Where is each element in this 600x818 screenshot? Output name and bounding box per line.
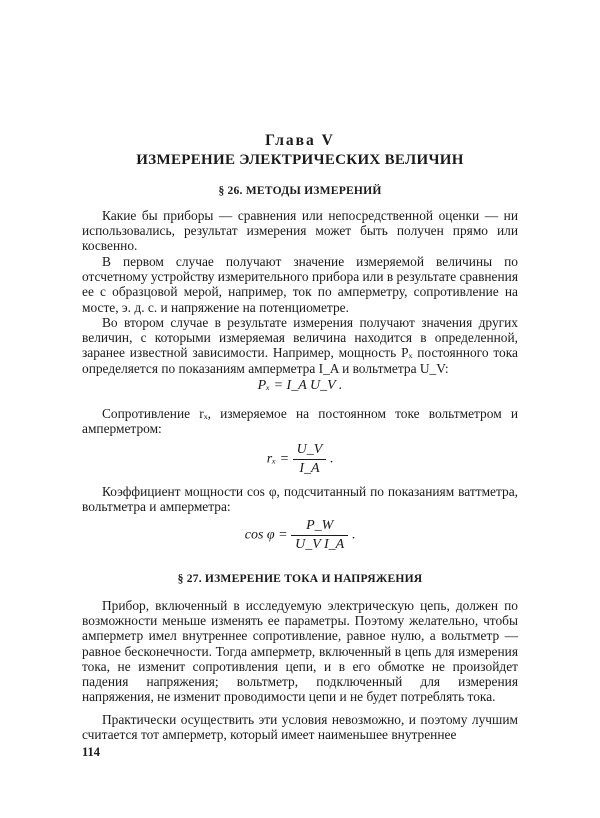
formula-resistance-fraction [293, 442, 327, 477]
section-27-heading: § 27. ИЗМЕРЕНИЕ ТОКА И НАПРЯЖЕНИЯ [177, 572, 423, 585]
section-26-paragraph-3: Во втором случае в результате измерения получают значения других величин, с которыми измеряемая величина находится в определенной, заранее известной зависимости. Например, мощность Pₓ постоянного тока определяется по показаниям амперметра I_A и вольтметра U_V: [82, 315, 518, 376]
fraction-bar [293, 459, 327, 460]
formula-cos-phi-tail: . [351, 527, 356, 543]
formula-resistance-tail: . [329, 451, 334, 467]
section-26-paragraph-1: Какие бы приборы — сравнения или непосредственной оценки — ни использовались, результат измерения может быть получен прямо или косвенно. [82, 208, 518, 254]
formula-resistance-lhs: rₓ = [266, 451, 290, 467]
formula-power: Pₓ = I_A U_V . [257, 378, 343, 393]
formula-cos-phi-numerator: P_W [306, 518, 334, 533]
formula-cos-phi-fraction [291, 518, 348, 553]
section-26-paragraph-5: Коэффициент мощности cos φ, подсчитанный по показаниям ваттметра, вольтметра и амперметра: [82, 484, 518, 515]
formula-cos-phi-lhs: cos φ = [244, 527, 288, 543]
formula-resistance-numerator: U_V [296, 442, 323, 457]
formula-cos-phi-denominator: U_V I_A [295, 537, 345, 552]
section-26-paragraph-4: Сопротивление rₓ, измеряемое на постоянном токе вольтметром и амперметром: [82, 406, 518, 437]
section-26-paragraph-2: В первом случае получают значение измеряемой величины по отсчетному устройству измерительного прибора или в результате сравнения ее с образцовой мерой, например, ток по амперметру, сопротивление на мосте, э. д. с. и напряжение на потенциометре. [82, 254, 518, 315]
section-27-paragraph-2: Практически осуществить эти условия невозможно, и поэтому лучшим считается тот амперметр, который имеет наименьшее внутреннее [82, 712, 518, 743]
page-number: 114 [82, 745, 101, 759]
section-27-paragraph-1: Прибор, включенный в исследуемую электрическую цепь, должен по возможности меньше изменять ее параметры. Поэтому желательно, чтобы амперметр имел внутреннее сопротивление, равное нулю, а вольтметр — равное бесконечности. Тогда амперметр, включенный в цепь для измерения тока, не изменит сопротивления цепи, и в его обмотке не произойдет падения напряжения; вольтметр, подключенный для измерения напряжения, не изменит проводимости цепи и не будет потреблять тока. [82, 598, 518, 705]
chapter-label: Глава V [265, 132, 335, 149]
formula-cos-phi [82, 518, 518, 553]
formula-resistance-denominator: I_A [299, 461, 320, 476]
chapter-title: ИЗМЕРЕНИЕ ЭЛЕКТРИЧЕСКИХ ВЕЛИЧИН [136, 152, 464, 168]
fraction-bar [291, 535, 348, 536]
formula-resistance [82, 442, 518, 477]
section-26-heading: § 26. МЕТОДЫ ИЗМЕРЕНИЙ [218, 184, 382, 197]
